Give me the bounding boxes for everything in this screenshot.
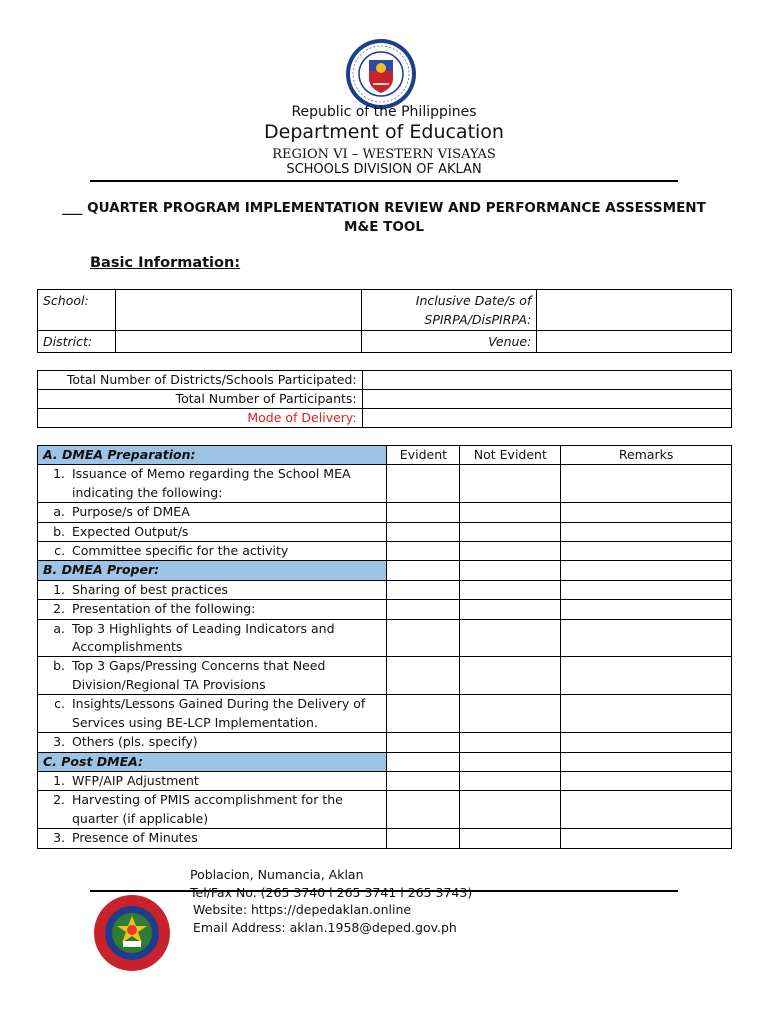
- not-evident-cell[interactable]: [460, 503, 561, 522]
- section-a-header: A. DMEA Preparation:: [38, 446, 387, 465]
- evident-cell[interactable]: [387, 503, 460, 522]
- basic-info-table: [37, 289, 732, 353]
- evident-cell[interactable]: [387, 791, 460, 829]
- remarks-cell[interactable]: [561, 465, 732, 503]
- not-evident-cell[interactable]: [460, 465, 561, 503]
- table-row: [38, 695, 732, 733]
- table-row: [38, 791, 732, 829]
- col-not-evident-header: Not Evident: [460, 446, 561, 465]
- evident-cell[interactable]: [387, 771, 460, 790]
- department-heading: Department of Education: [264, 121, 504, 143]
- item-number: c.: [54, 543, 65, 559]
- not-evident-cell[interactable]: [460, 829, 561, 848]
- school-label: School:: [38, 290, 116, 331]
- item-number: 1.: [53, 581, 65, 597]
- remarks-cell[interactable]: [561, 791, 732, 829]
- participants-field[interactable]: [362, 390, 731, 409]
- table-row: [38, 619, 732, 657]
- remarks-cell[interactable]: [561, 580, 732, 599]
- item-text: Purpose/s of DMEA: [72, 504, 190, 520]
- evident-cell[interactable]: [387, 733, 460, 752]
- item-text: Harvesting of PMIS accomplishment for the quarter (if applicable): [72, 792, 343, 826]
- section-b-header: B. DMEA Proper:: [38, 561, 387, 580]
- mode-of-delivery-label: Mode of Delivery:: [38, 409, 363, 428]
- item-text: Presence of Minutes: [72, 830, 198, 846]
- deped-seal-logo: [343, 38, 419, 110]
- item-number: b.: [53, 523, 65, 539]
- item-text: Presentation of the following:: [72, 601, 256, 617]
- not-evident-cell[interactable]: [460, 522, 561, 541]
- school-field[interactable]: [115, 290, 362, 331]
- evident-cell[interactable]: [387, 657, 460, 695]
- dates-label: [362, 290, 537, 331]
- remarks-cell[interactable]: [561, 522, 732, 541]
- table-row: [38, 522, 732, 541]
- not-evident-cell[interactable]: [460, 542, 561, 561]
- division-heading: SCHOOLS DIVISION OF AKLAN: [286, 162, 482, 177]
- item-number: 1.: [53, 466, 65, 482]
- item-text: Committee specific for the activity: [72, 543, 289, 559]
- table-row: [38, 829, 732, 848]
- table-row: [38, 465, 732, 503]
- evident-cell[interactable]: [387, 619, 460, 657]
- item-text: Others (pls. specify): [72, 734, 198, 750]
- footer-address: Poblacion, Numancia, Aklan: [190, 867, 364, 882]
- evident-cell[interactable]: [387, 522, 460, 541]
- region-heading: REGION VI – WESTERN VISAYAS: [272, 147, 496, 162]
- participation-table: [37, 370, 732, 428]
- dates-label-line1: Inclusive Date/s of: [415, 293, 532, 308]
- table-row: [38, 503, 732, 522]
- not-evident-cell[interactable]: [460, 619, 561, 657]
- remarks-cell[interactable]: [561, 829, 732, 848]
- evident-cell[interactable]: [387, 695, 460, 733]
- not-evident-cell[interactable]: [460, 580, 561, 599]
- remarks-cell[interactable]: [561, 619, 732, 657]
- item-text: WFP/AIP Adjustment: [72, 772, 199, 788]
- dmea-checklist-table: [37, 445, 732, 849]
- table-row: [38, 771, 732, 790]
- dates-label-line2: SPIRPA/DisPIRPA:: [424, 312, 532, 327]
- division-seal-logo: [92, 894, 172, 972]
- item-number: 2.: [53, 601, 65, 617]
- item-number: 3.: [53, 734, 65, 750]
- evident-cell[interactable]: [387, 465, 460, 503]
- districts-participated-label: Total Number of Districts/Schools Participated:: [38, 371, 363, 390]
- evident-cell[interactable]: [387, 600, 460, 619]
- item-text: Issuance of Memo regarding the School MEA indicating the following:: [72, 466, 351, 500]
- footer-website[interactable]: Website: https://depedaklan.online: [193, 902, 412, 917]
- evident-cell[interactable]: [387, 580, 460, 599]
- footer-contact: [190, 866, 472, 936]
- remarks-cell[interactable]: [561, 657, 732, 695]
- item-text: Top 3 Highlights of Leading Indicators and Accomplishments: [72, 620, 335, 655]
- form-title-line1: ___ QUARTER PROGRAM IMPLEMENTATION REVIEW AND PERFORMANCE ASSESSMENT: [62, 200, 706, 216]
- item-text: Insights/Lessons Gained During the Delivery of Services using BE-LCP Implementation.: [72, 696, 366, 730]
- districts-participated-field[interactable]: [362, 371, 731, 390]
- evident-cell[interactable]: [387, 829, 460, 848]
- table-row: [38, 657, 732, 695]
- not-evident-cell[interactable]: [460, 733, 561, 752]
- remarks-cell[interactable]: [561, 771, 732, 790]
- remarks-cell[interactable]: [561, 600, 732, 619]
- item-number: 1.: [53, 772, 65, 788]
- participants-label: Total Number of Participants:: [38, 390, 363, 409]
- remarks-cell[interactable]: [561, 503, 732, 522]
- header-divider: [90, 180, 678, 182]
- item-number: c.: [54, 696, 65, 712]
- section-c-header: C. Post DMEA:: [38, 752, 387, 771]
- col-remarks-header: Remarks: [561, 446, 732, 465]
- item-number: a.: [53, 504, 65, 520]
- item-text: Expected Output/s: [72, 523, 189, 539]
- district-field[interactable]: [115, 331, 362, 353]
- venue-label: Venue:: [362, 331, 537, 353]
- venue-field[interactable]: [537, 331, 732, 353]
- form-title: [0, 199, 768, 237]
- mode-of-delivery-field[interactable]: [362, 409, 731, 428]
- item-number: 3.: [53, 830, 65, 846]
- form-title-line2: M&E TOOL: [344, 219, 424, 235]
- dates-field[interactable]: [537, 290, 732, 331]
- footer-email[interactable]: Email Address: aklan.1958@deped.gov.ph: [193, 919, 457, 935]
- not-evident-cell[interactable]: [460, 657, 561, 695]
- footer-tel: Tel/Fax No. (265 3740 l 265 3741 l 265 3743): [190, 884, 473, 900]
- item-number: 2.: [53, 792, 65, 808]
- not-evident-cell[interactable]: [460, 600, 561, 619]
- republic-heading: Republic of the Philippines: [291, 104, 477, 120]
- remarks-cell[interactable]: [561, 695, 732, 733]
- not-evident-cell[interactable]: [460, 695, 561, 733]
- item-number: b.: [53, 658, 65, 674]
- item-number: a.: [53, 620, 65, 636]
- basic-info-heading: Basic Information:: [90, 255, 241, 271]
- table-row: [38, 580, 732, 599]
- item-text: Top 3 Gaps/Pressing Concerns that Need Division/Regional TA Provisions: [72, 658, 326, 692]
- table-row: [38, 600, 732, 619]
- table-row: [38, 542, 732, 561]
- table-row: [38, 733, 732, 752]
- item-text: Sharing of best practices: [72, 581, 229, 597]
- district-label: District:: [38, 331, 116, 353]
- remarks-cell[interactable]: [561, 733, 732, 752]
- evident-cell[interactable]: [387, 542, 460, 561]
- not-evident-cell[interactable]: [460, 791, 561, 829]
- remarks-cell[interactable]: [561, 542, 732, 561]
- not-evident-cell[interactable]: [460, 771, 561, 790]
- col-evident-header: Evident: [387, 446, 460, 465]
